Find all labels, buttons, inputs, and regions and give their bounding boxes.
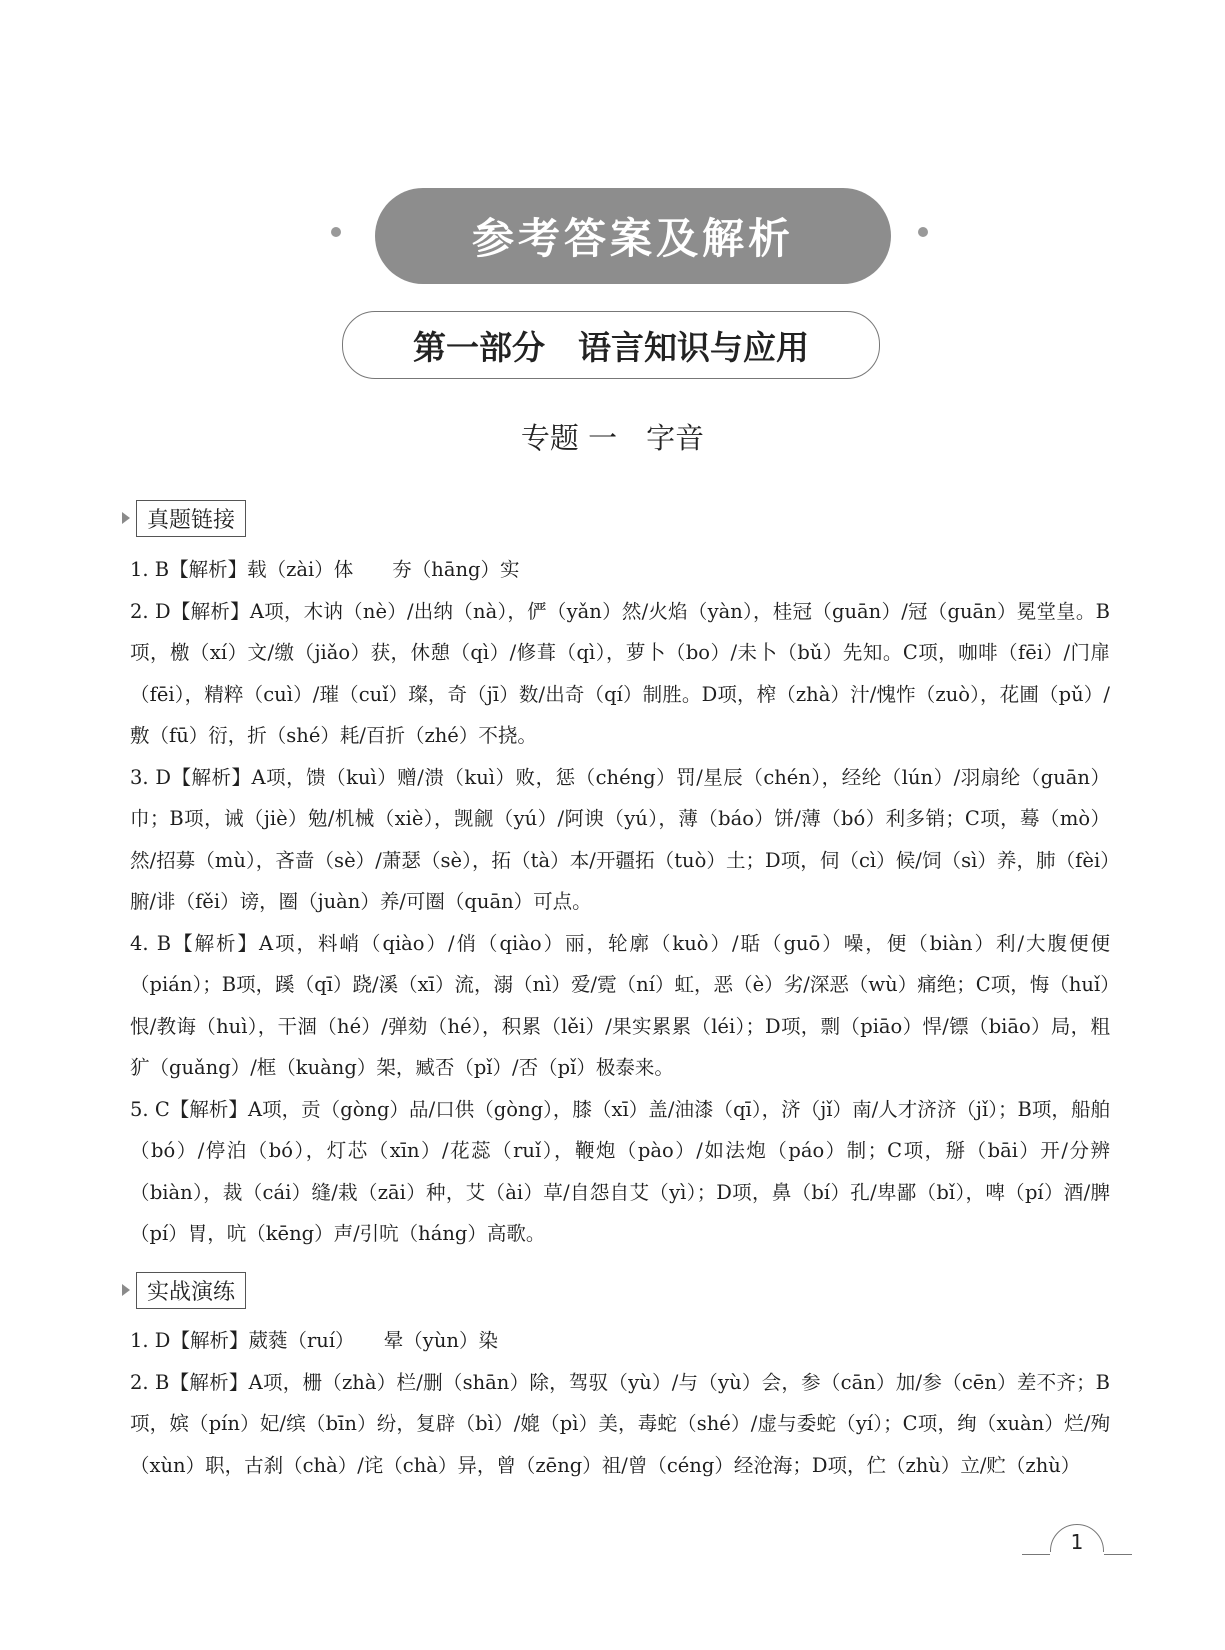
- real-exam-answers: [130, 549, 1110, 1255]
- answer-paragraph: 5. C【解析】A项，贡（gòng）品/口供（gòng），膝（xī）盖/油漆（qī），济（jǐ）南/人才济济（jǐ）；B项，船舶（bó）/停泊（bó），灯芯（xīn）/花蕊（ruǐ），鞭炮（pào）/如法炮（páo）制；C项，掰（bāi）开/分辨（biàn），裁（cái）缝/栽（zāi）种，艾（ài）草/自怨自艾（yì）；D项，鼻（bí）孔/卑鄙（bǐ），啤（pí）酒/脾（pí）胃，吭（kēng）声/引吭（háng）高歌。: [130, 1097, 1110, 1245]
- decorative-dot-left: [331, 227, 341, 237]
- answer-paragraph: 2. B【解析】A项，栅（zhà）栏/删（shān）除，驾驭（yù）/与（yù）会，参（cān）加/参（cēn）差不齐；B项，嫔（pín）妃/缤（bīn）纷，复辟（bì）/媲（pì）美，毒蛇（shé）/虚与委蛇（yí）；C项，绚（xuàn）烂/殉（xùn）职，古刹（chà）/诧（chà）异，曾（zēng）祖/曾（céng）经沧海；D项，伫（zhù）立/贮（zhù）: [130, 1370, 1110, 1477]
- page-number: 1: [1070, 1530, 1084, 1554]
- answer-paragraph: 4. B【解析】A项，料峭（qiào）/俏（qiào）丽，轮廓（kuò）/聒（guō）噪，便（biàn）利/大腹便便（pián）；B项，蹊（qī）跷/溪（xī）流，溺（nì）爱/霓（ní）虹，恶（è）劣/深恶（wù）痛绝；C项，悔（huǐ）恨/教诲（huì），干涸（hé）/弹劾（hé），积累（lěi）/果实累累（léi）；D项，剽（piāo）悍/镖（biāo）局，粗犷（guǎng）/框（kuàng）架，臧否（pǐ）/否（pǐ）极泰来。: [130, 931, 1110, 1079]
- triangle-arrow-icon: [122, 512, 130, 524]
- topic-heading: 专题 一 字音: [520, 421, 705, 455]
- part-heading: [342, 311, 880, 379]
- page-rule-left: [1022, 1554, 1050, 1555]
- section-header-practice: [122, 1272, 246, 1308]
- section-title: 真题链接: [136, 500, 246, 537]
- decorative-dot-right: [918, 227, 928, 237]
- answer-key-banner: [375, 188, 891, 284]
- page-title: 参考答案及解析: [471, 214, 794, 263]
- page-number-badge: [1022, 1520, 1132, 1560]
- answer-paragraph: 2. D【解析】A项，木讷（nè）/出纳（nà），俨（yǎn）然/火焰（yàn），桂冠（guān）/冠（guān）冕堂皇。B项，檄（xí）文/缴（jiǎo）获，休憩（qì）/修葺（qì），萝卜（bo）/未卜（bǔ）先知。C项，咖啡（fēi）/门扉（fēi），精粹（cuì）/璀（cuǐ）璨，奇（jī）数/出奇（qí）制胜。D项，榨（zhà）汁/愧怍（zuò），花圃（pǔ）/敷（fū）衍，折（shé）耗/百折（zhé）不挠。: [130, 599, 1110, 747]
- answer-paragraph: 3. D【解析】A项，馈（kuì）赠/溃（kuì）败，惩（chéng）罚/星辰（chén），经纶（lún）/羽扇纶（guān）巾；B项，诫（jiè）勉/机械（xiè），觊觎（yú）/阿谀（yú），薄（báo）饼/薄（bó）利多销；C项，蓦（mò）然/招募（mù），吝啬（sè）/萧瑟（sè），拓（tà）本/开疆拓（tuò）土；D项，伺（cì）候/饲（sì）养，肺（fèi）腑/诽（fěi）谤，圈（juàn）养/可圈（quān）可点。: [130, 765, 1110, 913]
- page-rule-right: [1104, 1554, 1132, 1555]
- answer-paragraph: 1. D【解析】葳蕤（ruí） 晕（yùn）染: [130, 1329, 498, 1352]
- triangle-arrow-icon: [122, 1284, 130, 1296]
- part-title: 第一部分 语言知识与应用: [413, 327, 809, 367]
- practice-answers: [130, 1320, 1110, 1486]
- section-title: 实战演练: [136, 1272, 246, 1309]
- section-header-real-exam: [122, 500, 246, 536]
- answer-paragraph: 1. B【解析】载（zài）体 夯（hāng）实: [130, 558, 520, 581]
